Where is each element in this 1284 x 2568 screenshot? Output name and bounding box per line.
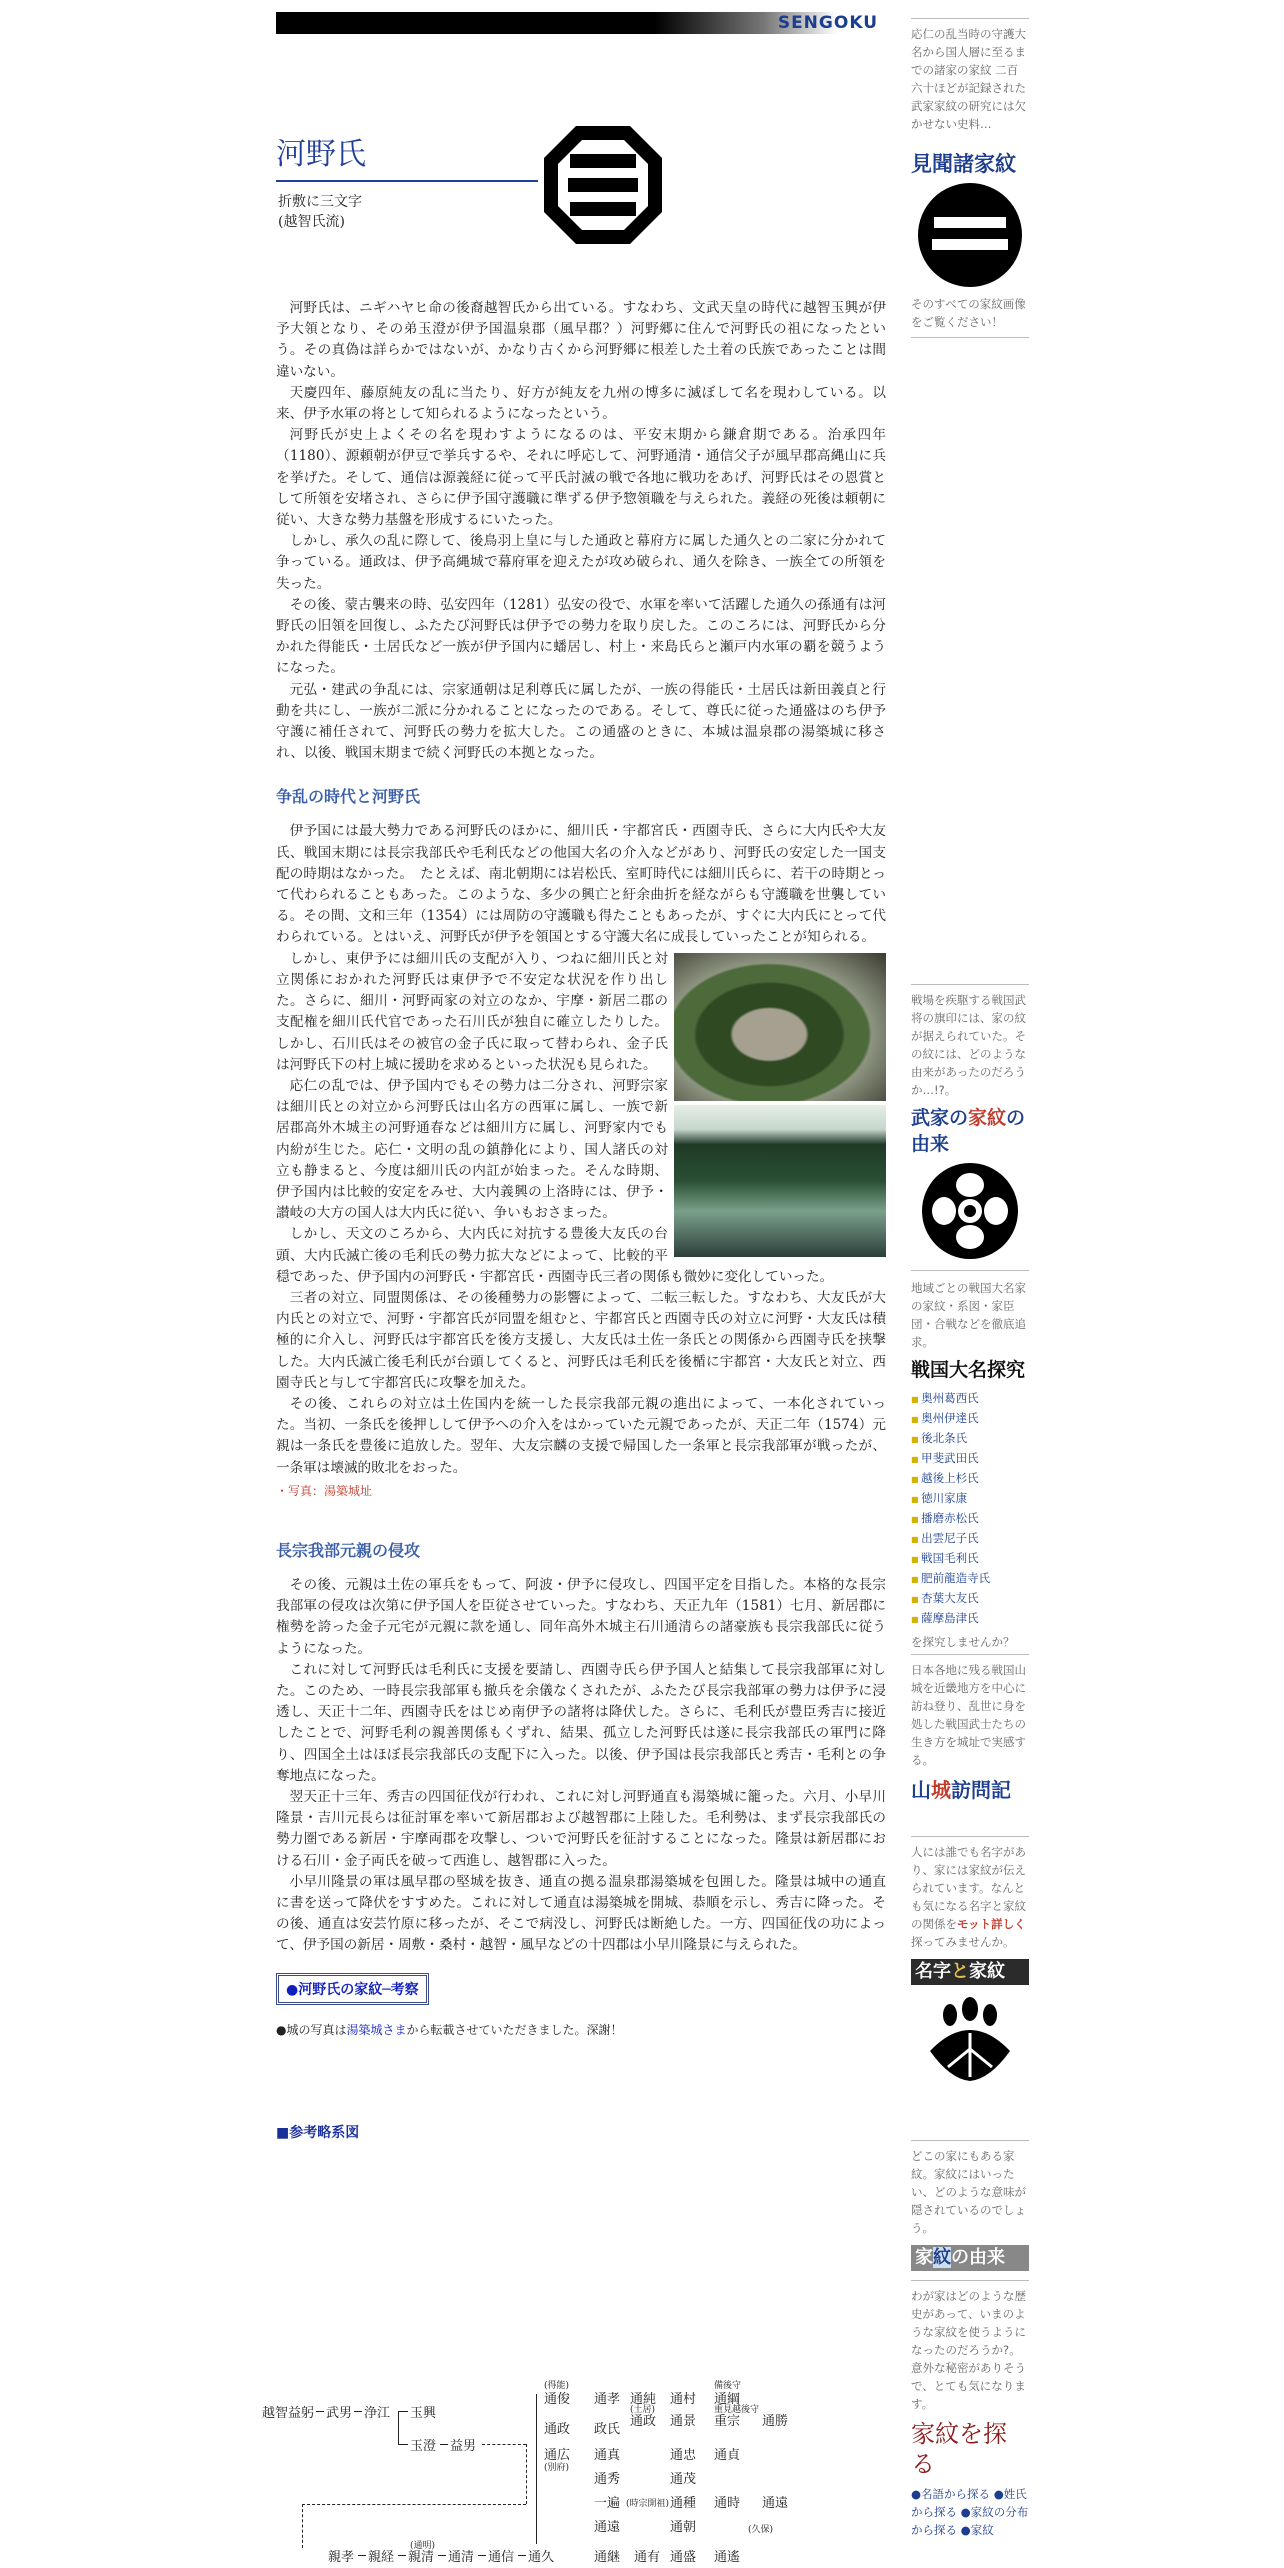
divider (911, 2280, 1029, 2281)
genealogy-chart (262, 2378, 862, 2568)
paragraph: その後、蒙古襲来の時、弘安四年（1281）弘安の役で、水軍を率いて活躍した通久の孫通有は河野氏の旧領を回復し、ふたたび河野氏は伊予での勢力を取り戻した。このころには、河野氏から分かれた得能氏・土居氏など一族が伊予国内に蟠居し、村上・来島氏らと瀬戸内水軍の覇を競うようになった。 (276, 596, 886, 677)
photo-caption: ・写真：湯築城址 (276, 1483, 373, 1498)
tree-name: 通勝 (762, 2414, 789, 2429)
sidebar-desc: を探究しませんか？ (911, 1635, 1015, 1649)
tree-name: 通俊 (544, 2392, 571, 2407)
list-item[interactable]: ■ 甲斐武田氏 (911, 1449, 1029, 1469)
daimyo-list (911, 1389, 1029, 1629)
genealogy-title: ■参考略系図 (276, 2124, 360, 2141)
kawano-crest-icon (538, 120, 668, 250)
crest-name-line: (越智氏流) (278, 214, 345, 230)
tree-name: 通忠 (670, 2448, 697, 2463)
title-part: と (951, 1961, 969, 1982)
sidebar-desc: どこの家にもある家紋。家紋にはいったい、どのような意味が隠されているのでしょう。 (911, 2149, 1026, 2235)
paulownia-crest-icon (920, 1989, 1020, 2085)
credit-link[interactable]: 湯築城さま (346, 2022, 407, 2037)
title-underline (276, 180, 538, 182)
list-item[interactable]: ■ 後北条氏 (911, 1429, 1029, 1449)
tree-line (482, 2444, 526, 2445)
sidebar-desc: 戦場を疾駆する戦国武将の旗印には、家の紋が据えられていた。その紋には、どのような由来があったのだろうか…!?。 (911, 993, 1026, 1097)
tree-name: 通純 (630, 2392, 657, 2407)
list-item[interactable]: ■ 播磨赤松氏 (911, 1509, 1029, 1529)
tree-name: 通孝 (594, 2392, 621, 2407)
sidebar-block-kamon-yurai[interactable] (911, 2140, 1029, 2271)
tree-line (354, 2411, 362, 2412)
tree-name: 重宗 (714, 2414, 741, 2429)
title-part: 家紋 (968, 1107, 1007, 1129)
castle-photos (674, 953, 886, 1257)
tree-name: 通秀 (594, 2472, 621, 2487)
paragraph: その後、元親は土佐の軍兵をもって、阿波・伊予に侵攻し、四国平定を目指した。本格的な長宗我部軍の侵攻は次第に伊予国人を臣従させていった。すなわち、天正九年（1581）七月、新居郡に権勢を誇った金子元宅が元親に款を通し、同年高外木城主石川通清らの諸豪族も長宗我部氏に従うようになった。 (276, 1576, 886, 1657)
tree-name: 通遠 (762, 2496, 789, 2511)
sidebar-title[interactable] (911, 1959, 1029, 1985)
section-title: 長宗我部元親の侵攻 (276, 1540, 421, 1560)
list-item[interactable]: ■ 肥前龍造寺氏 (911, 1569, 1029, 1589)
title-part: 名字 (915, 1961, 951, 1982)
tree-line (438, 2555, 446, 2556)
kawano-round-crest-icon (916, 181, 1024, 289)
sidebar-title[interactable] (911, 1777, 1029, 1803)
title-part: 武家の (911, 1107, 969, 1129)
divider (911, 984, 1029, 985)
tree-note: (通明) (410, 2541, 436, 2551)
tree-line (518, 2555, 526, 2556)
sidebar-block-kenmon[interactable] (911, 18, 1029, 338)
divider (911, 1270, 1029, 1271)
paragraph: 応仁の乱では、伊予国内でもその勢力は二分され、河野宗家は細川氏との対立から河野氏は山名方の西軍に属し、一族で新居郡高外木城主の河野通春などは細川方に属し、河野家内でも内紛が生じた。応仁・文明の乱の鎮静化により、国人諸氏の対立も静まると、今度は細川氏の内訌が始まった。そんな時期、伊予国内は比較的安定をみせ、大内義興の上洛時には、伊予・讃岐の大方の国人は大内氏に従い、争いもおさまった。 (276, 1077, 668, 1222)
tree-name: 通茂 (670, 2472, 697, 2487)
title-part: 家 (915, 2247, 933, 2268)
sidebar-block-myoji[interactable] (911, 1836, 1029, 2085)
paragraph: その後、これらの対立は土佐国内を統一した長宗我部元親の進出によって、一本化されていった。当初、一条氏を後押しして伊予への介入をはかっていた元親であったが、天正二年（1574）元親は一条氏を豊後に追放した。翌年、大友宗麟の支援で帰国した一条軍と長宗我部軍が戦ったが、一条軍は壊滅的敗北をおった。 (276, 1395, 886, 1476)
divider (911, 337, 1029, 338)
tree-line (316, 2411, 324, 2412)
tree-name: 通時 (714, 2496, 741, 2511)
desc-emphasis: モット詳しく (957, 1917, 1026, 1931)
paragraph: 三者の対立、同盟関係は、その後種勢力の影響によって、二転三転した。すなわち、大友氏が大内氏との対立で、河野・宇都宮氏が同盟を組むと、宇都宮氏と西園寺氏の対立に河野・大友氏は積極的に介入し、河野氏は宇都宮氏を後方支援し、大友氏は土佐一条氏との関係から西園寺氏を挟撃した。大内氏滅亡後毛利氏が台頭してくると、河野氏は毛利氏を後楯に宇都宮・大友氏と対立、西園寺氏と与して宇都宮氏に攻撃を加えた。 (276, 1289, 886, 1391)
title-part: の由来 (911, 1107, 1026, 1155)
tree-line (302, 2504, 303, 2548)
paragraph: 河野氏が史上よくその名を現わすようになるのは、平安末期から鎌倉期である。治承四年（1180）、源頼朝が伊豆で挙兵するや、それに呼応して、河野通清・通信父子が風早郡高縄山に兵を挙げた。そして、通信は源義経に従って平氏討滅の戦で各地に戦功をあげ、河野氏はその恩賞として所領を安堵され、さらに伊予国守護職に準ずる伊予惣領職を与えられた。義経の死後は頼朝に従い、大きな勢力基盤を形成するにいたった。 (276, 427, 886, 529)
tree-name: 通有 (634, 2550, 661, 2565)
tree-line (358, 2555, 366, 2556)
tree-note: (久保) (748, 2525, 774, 2535)
tree-name: 玉澄 (410, 2439, 437, 2454)
tree-name: 通村 (670, 2392, 697, 2407)
tree-name: 通景 (670, 2414, 697, 2429)
paragraph: 元弘・建武の争乱には、宗家通朝は足利尊氏に属したが、一族の得能氏・土居氏は新田義貞と行動を共にし、一族が二派に分かれることになったのである。そして、尊氏に従った通盛はのち伊予守護に補任されて、河野氏の勢力を拡大した。この通盛のときに、本城は温泉郡の湯築城に移され、以後、戦国末期まで続く河野氏の本拠となった。 (276, 681, 886, 762)
list-item[interactable]: ■ 出雲尼子氏 (911, 1529, 1029, 1549)
section-body (276, 821, 886, 1502)
tree-note: (時宗開祖) (626, 2499, 670, 2509)
sidebar-links[interactable]: ●名語から探る ●姓氏から探る ●家紋の分布から探る ●家紋 (911, 2487, 1029, 2537)
credit-suffix: から転載させていただきました。深謝！ (406, 2022, 623, 2037)
tree-name: 通種 (670, 2496, 697, 2511)
tree-name: 通継 (594, 2550, 621, 2565)
tree-note: 重見越後守 (714, 2405, 760, 2415)
sidebar-block-daimyo[interactable] (911, 1270, 1029, 1651)
tree-line (398, 2411, 408, 2412)
tree-name: 親経 (368, 2550, 395, 2565)
intro-text (276, 298, 886, 764)
tree-name: 通政 (544, 2422, 571, 2437)
paragraph: しかし、承久の乱に際して、後鳥羽上皇に与した通政と幕府方に属した通久との二家に分かれて争っている。通政は、伊予高縄城で幕府軍を迎えたが攻め破られ、通久を除き、一族全ての所領を失った。 (276, 533, 886, 592)
tree-name: 越智益躬 (262, 2406, 315, 2421)
paragraph: しかし、天文のころから、大内氏に対抗する豊後大友氏の台頭、大内氏滅亡後の毛利氏の勢力拡大などによって、比較的平穏であった、伊予国内の河野氏・宇都宮氏・西園寺氏三者の関係も微妙に変化していった。 (276, 1226, 834, 1285)
title-part: 訪問記 (951, 1778, 1011, 1802)
tree-note: (別府) (544, 2463, 570, 2473)
paragraph: 河野氏は、ニギハヤヒ命の後裔越智氏から出ている。すなわち、文武天皇の時代に越智玉興が伊予大領となり、その弟玉澄が伊予国温泉郡（風早郡？）河野郷に住んで河野氏の祖になったという。その真偽は詳らかではないが、かなり古くから河野郷に根差した土着の氏族であったことは間違いない。 (276, 300, 886, 380)
tree-name: 通遠 (594, 2520, 621, 2535)
tree-note: (得能) (544, 2381, 570, 2391)
tree-name: 通久 (528, 2550, 555, 2565)
tree-line (440, 2444, 448, 2445)
sidebar-title[interactable]: 見聞諸家紋 (911, 152, 1016, 176)
tree-name: 親清 (408, 2550, 435, 2565)
tree-name: 武男 (326, 2406, 353, 2421)
clan-header (276, 34, 886, 274)
tree-name: 益男 (450, 2439, 477, 2454)
paragraph: 翌天正十三年、秀吉の四国征伐が行われ、これに対し河野通直も湯築城に籠った。六月、小早川隆景・吉川元長らは征討軍を率いて新居郡および越智郡に上陸した。毛利勢は、まず長宗我部氏の勢力圏である新居・宇摩両郡を攻撃し、ついで河野氏を征討することになった。隆景は新居郡における石川・金子両氏を破って西進し、越智郡に入った。 (276, 1789, 886, 1869)
page-title: 河野氏 (276, 137, 366, 172)
divider (911, 1836, 1029, 1837)
sidebar-block-yamajiro[interactable] (911, 1654, 1029, 1803)
list-item[interactable]: ■ 奥州葛西氏 (911, 1389, 1029, 1409)
desc-part: 人には誰でも名字があり、家には家紋が伝えられています。なんとも気になる名字と家紋の関係を (911, 1845, 1026, 1931)
tree-name: 通真 (594, 2448, 621, 2463)
photo-credit (276, 2021, 886, 2038)
sidebar-title[interactable] (911, 2245, 1029, 2271)
list-item[interactable]: ■ 杏葉大友氏 (911, 1589, 1029, 1609)
tree-line (398, 2444, 408, 2445)
title-part: 城 (931, 1778, 951, 1802)
sidebar-desc: そのすべての家紋画像をご覧ください！ (911, 297, 1026, 329)
tree-note: (土居) (630, 2405, 656, 2415)
crest-link-wrap (276, 1973, 886, 2005)
tree-name: 通信 (488, 2550, 515, 2565)
list-item[interactable]: ■ 奥州伊達氏 (911, 1409, 1029, 1429)
tree-name: 通朝 (670, 2520, 697, 2535)
title-part: 家紋 (969, 1961, 1005, 1982)
mokko-crest-icon (916, 1161, 1024, 1261)
sidebar-title[interactable] (911, 1105, 1029, 1157)
tree-name: 通貞 (714, 2448, 741, 2463)
tree-name: 通政 (630, 2414, 657, 2429)
divider (911, 18, 1029, 19)
tree-name: 親孝 (328, 2550, 355, 2565)
list-item[interactable]: ■ 徳川家康 (911, 1489, 1029, 1509)
sidebar-title[interactable]: 家紋を探る (911, 2420, 1007, 2478)
sengoku-logo[interactable]: SENGOKU (777, 13, 878, 33)
credit-prefix: ●城の写真は (276, 2022, 347, 2037)
tree-line (302, 2504, 526, 2505)
list-item[interactable]: ■ 越後上杉氏 (911, 1469, 1029, 1489)
sidebar-desc: 応仁の乱当時の守護大名から国人層に至るまでの諸家の家紋 二百六十ほどが記録された武家家紋の研究には欠かせない史料… (911, 27, 1026, 131)
sidebar-block-kamon-origin[interactable] (911, 984, 1029, 1261)
tree-name: 通遙 (714, 2550, 741, 2565)
section-title: 争乱の時代と河野氏 (276, 787, 421, 807)
sidebar-block-kamon-saguru[interactable] (911, 2280, 1029, 2537)
crest-study-link[interactable]: ●河野氏の家紋─考察 (276, 1973, 429, 2005)
list-item[interactable]: ■ 戦国毛利氏 (911, 1549, 1029, 1569)
sidebar-desc: 地域ごとの戦国大名家の家紋・系図・家臣団・合戦などを徹底追求。 (911, 1281, 1026, 1349)
main-column (276, 12, 886, 2142)
paragraph: 伊予国には最大勢力である河野氏のほかに、細川氏・宇都宮氏・西園寺氏、さらに大内氏や大友氏、戦国末期には長宗我部氏や毛利氏などの他国大名の介入などがあり、河野氏の安定した一国支配の時期はなかった。 たとえば、南北朝期には岩松氏、室町時代には細川氏らに、若干の時期とって代わられることもあった。このような、多少の興亡と紆余曲折を経ながらも守護職を世襲している。その間、文和三年（1354）には周防の守護職も得たこともあったが、すぐに大内氏にとって代わられている。とはいえ、河野氏が伊予を領国とする守護大名に成長していったことが知られる。 (276, 823, 886, 946)
desc-part: 探ってみませんか。 (911, 1935, 1015, 1949)
tree-name: 通清 (448, 2550, 475, 2565)
divider (911, 1654, 1029, 1655)
tree-name: 通綱 (714, 2392, 741, 2407)
tree-name: 通盛 (670, 2550, 697, 2565)
sidebar-desc: 日本各地に残る戦国山城を近畿地方を中心に訪ね登り、乱世に身を処した戦国武士たちの生き方を城址で実感する。 (911, 1663, 1026, 1767)
tree-name: 玉興 (410, 2406, 437, 2421)
crest-name-line: 折敷に三文字 (278, 194, 362, 210)
tree-note: 備後守 (714, 2381, 742, 2391)
paragraph: 小早川隆景の軍は風早郡の堅城を抜き、通直の拠る温泉郡湯築城を包囲した。隆景は城中の通直に書を送って降伏をすすめた。これに対して通直は湯築城を開城、恭順を示し、秀吉に降った。その後、通直は安芸竹原に移ったが、そこで病没し、河野氏は断絶した。一方、四国征伐の功によって、伊予国の新居・周敷・桑村・越智・風早などの十四郡は小早川隆景に与えられた。 (276, 1873, 886, 1954)
title-part: の由来 (951, 2247, 1005, 2268)
sidebar-desc (911, 1843, 1029, 1951)
divider (911, 2140, 1029, 2141)
tree-name: 通広 (544, 2448, 571, 2463)
paragraph: 天慶四年、藤原純友の乱に当たり、好方が純友を九州の博多に滅ぼして名を現わしている。以来、伊予水軍の将として知られるようになったという。 (276, 384, 886, 423)
castle-aerial-photo (674, 953, 886, 1101)
section-body (276, 1575, 886, 1957)
paragraph: これに対して河野氏は毛利氏に支援を要請し、西園寺氏ら伊予国人と結集して長宗我部軍に対した。このため、一時長宗我部軍も撤兵を余儀なくされたが、ふたたび長宗我部軍の勢力は伊予に浸透し、天正十二年、西園寺氏をはじめ南伊予の諸将は降伏した。さらに、毛利氏が豊臣秀吉に接近したことで、河野毛利の親善関係もくずれ、結果、孤立した河野氏は遂に長宗我部氏の軍門に降り、四国全土はほぼ長宗我部氏の支配下に入った。以後、伊予国は長宗我部氏と秀吉・毛利との争奪地点になった。 (276, 1661, 886, 1784)
top-banner (276, 12, 886, 34)
tree-line (398, 2555, 406, 2556)
title-part: 山 (911, 1778, 931, 1802)
tree-line (536, 2394, 537, 2544)
tree-line (526, 2444, 527, 2504)
castle-moat-photo (674, 1105, 886, 1257)
sidebar-title[interactable]: 戦国大名探究 (911, 1359, 1026, 1381)
paragraph: しかし、東伊予には細川氏の支配が入り、つねに細川氏と対立関係におかれた河野氏は東伊予で不安定な状況を作り出した。さらに、細川・河野両家の対立のなか、宇摩・新居二郡の支配権を細川氏代官であった石川氏が独自に確立したりした。しかし、石川氏はその被官の金子氏に取って替わられ、金子氏は河野氏下の村上城に援助を求めるといった状況も見られた。 (276, 950, 668, 1073)
sidebar-desc: わが家はどのような歴史があって、いまのような家紋を使うようになったのだろうか?。意外な秘密がありそうで、とても気になります。 (911, 2289, 1026, 2411)
tree-name: 政氏 (594, 2422, 621, 2437)
tree-name: 浄江 (364, 2406, 391, 2421)
tree-name: 一遍 (594, 2496, 621, 2511)
tree-line (478, 2555, 486, 2556)
list-item[interactable]: ■ 薩摩島津氏 (911, 1609, 1029, 1629)
tree-line (398, 2411, 399, 2445)
title-part: 紋 (933, 2247, 951, 2268)
crest-name (278, 192, 362, 232)
